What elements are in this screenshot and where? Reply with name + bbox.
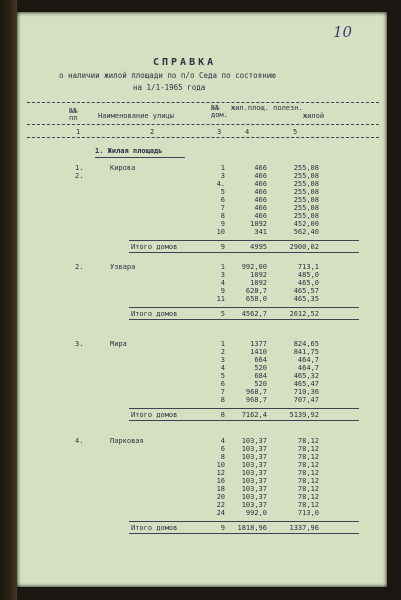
house-number: 2 — [220, 348, 225, 356]
living-area-value: 255,08 — [293, 164, 319, 172]
total-rule — [129, 408, 359, 409]
living-area-value: 562,40 — [293, 228, 319, 236]
street-name: Мира — [110, 340, 127, 348]
total-label: Итого домов — [131, 524, 178, 532]
header-living-area: жилой — [303, 112, 325, 120]
header-num-3: 3 — [217, 128, 222, 136]
useful-area-value: 992,00 — [241, 263, 267, 271]
living-area-value: 78,12 — [297, 445, 319, 453]
living-area-value: 465,57 — [293, 287, 319, 295]
house-number: 10 — [216, 461, 225, 469]
total-label: Итого домов — [131, 411, 178, 419]
house-number: 22 — [216, 501, 225, 509]
total-living-area: 5139,92 — [289, 411, 319, 419]
useful-area-value: 103,37 — [241, 477, 267, 485]
total-living-area: 2612,52 — [289, 310, 319, 318]
street-index: 2. — [75, 263, 84, 271]
useful-area-value: 1377 — [250, 340, 267, 348]
total-house-count: 5 — [220, 310, 225, 318]
useful-area-value: 466 — [254, 188, 267, 196]
header-useful-area: жил.площ. полезн. — [231, 104, 303, 112]
house-number: 4. — [216, 180, 225, 188]
house-number: 1 — [220, 164, 225, 172]
total-rule — [129, 533, 359, 534]
useful-area-value: 664 — [254, 356, 267, 364]
useful-area-value: 103,37 — [241, 485, 267, 493]
total-rule — [129, 240, 359, 241]
header-mid-rule — [27, 124, 379, 125]
living-area-value: 465,32 — [293, 372, 319, 380]
useful-area-value: 1410 — [250, 348, 267, 356]
house-number: 4 — [220, 437, 225, 445]
house-number: 1 — [220, 263, 225, 271]
useful-area-value: 103,37 — [241, 453, 267, 461]
total-house-count: 9 — [220, 524, 225, 532]
useful-area-value: 103,37 — [241, 461, 267, 469]
useful-area-value: 968,7 — [245, 396, 267, 404]
header-top-rule — [27, 102, 379, 103]
header-num-4: 4 — [245, 128, 250, 136]
house-number: 20 — [216, 493, 225, 501]
house-number: 6 — [220, 196, 225, 204]
street-name: Парковая — [110, 437, 144, 445]
house-number: 11 — [216, 295, 225, 303]
useful-area-value: 1092 — [250, 271, 267, 279]
house-number: 18 — [216, 485, 225, 493]
living-area-value: 78,12 — [297, 437, 319, 445]
living-area-value: 255,08 — [293, 212, 319, 220]
street-name: Узвара — [110, 263, 136, 271]
house-number: 1 — [220, 340, 225, 348]
living-area-value: 713,1 — [297, 263, 319, 271]
total-useful-area: 7162,4 — [241, 411, 267, 419]
house-number: 3 — [220, 271, 225, 279]
section-title-underline — [95, 157, 185, 158]
header-street-name: Наименование улицы — [98, 112, 174, 120]
house-number: 6 — [220, 380, 225, 388]
header-num-1: 1 — [76, 128, 81, 136]
living-area-value: 78,12 — [297, 477, 319, 485]
living-area-value: 713,0 — [297, 509, 319, 517]
street-index: 4. — [75, 437, 84, 445]
section-title: 1. Жилая площадь — [95, 147, 163, 155]
document-title: СПРАВКА — [153, 57, 217, 68]
living-area-value: 452,00 — [293, 220, 319, 228]
living-area-value: 78,12 — [297, 453, 319, 461]
street-index: 1. — [75, 164, 84, 172]
header-house-number: №№ дом. — [211, 104, 228, 119]
total-rule — [129, 307, 359, 308]
total-useful-area: 1818,96 — [237, 524, 267, 532]
header-row-number: №№ пп — [69, 107, 78, 122]
useful-area-value: 520 — [254, 380, 267, 388]
living-area-value: 255,08 — [293, 188, 319, 196]
house-number: 5 — [220, 188, 225, 196]
living-area-value: 255,08 — [293, 204, 319, 212]
book-binding — [0, 0, 17, 600]
house-number: 16 — [216, 477, 225, 485]
useful-area-value: 628,7 — [245, 287, 267, 295]
total-rule — [129, 252, 359, 253]
header-num-5: 5 — [293, 128, 298, 136]
total-useful-area: 4995 — [250, 243, 267, 251]
living-area-value: 78,12 — [297, 493, 319, 501]
living-area-value: 465,35 — [293, 295, 319, 303]
header-bottom-rule — [27, 137, 379, 138]
header-num-2: 2 — [150, 128, 155, 136]
useful-area-value: 968,7 — [245, 388, 267, 396]
living-area-value: 465,47 — [293, 380, 319, 388]
useful-area-value: 1092 — [250, 279, 267, 287]
useful-area-value: 466 — [254, 204, 267, 212]
total-rule — [129, 319, 359, 320]
useful-area-value: 992,0 — [245, 509, 267, 517]
useful-area-value: 103,37 — [241, 437, 267, 445]
house-number: 7 — [220, 204, 225, 212]
useful-area-value: 466 — [254, 196, 267, 204]
house-number: 3 — [220, 172, 225, 180]
house-number: 24 — [216, 509, 225, 517]
total-label: Итого домов — [131, 310, 178, 318]
living-area-value: 485,0 — [297, 271, 319, 279]
useful-area-value: 341 — [254, 228, 267, 236]
useful-area-value: 103,37 — [241, 493, 267, 501]
useful-area-value: 466 — [254, 180, 267, 188]
house-number: 5 — [220, 372, 225, 380]
total-rule — [129, 521, 359, 522]
house-number: 8 — [220, 453, 225, 461]
living-area-value: 78,12 — [297, 469, 319, 477]
total-living-area: 1337,96 — [289, 524, 319, 532]
document-page — [17, 12, 387, 587]
street-index: 2. — [75, 172, 84, 180]
street-index: 3. — [75, 340, 84, 348]
useful-area-value: 466 — [254, 164, 267, 172]
total-rule — [129, 420, 359, 421]
useful-area-value: 466 — [254, 172, 267, 180]
document-subtitle-line-1: о наличии жилой площади по п/о Седа по состоянию — [59, 71, 276, 80]
house-number: 10 — [216, 228, 225, 236]
useful-area-value: 103,37 — [241, 469, 267, 477]
total-useful-area: 4562,7 — [241, 310, 267, 318]
total-living-area: 2900,02 — [289, 243, 319, 251]
living-area-value: 824,65 — [293, 340, 319, 348]
useful-area-value: 1092 — [250, 220, 267, 228]
page-number: 10 — [333, 23, 353, 41]
living-area-value: 78,12 — [297, 485, 319, 493]
total-house-count: 8 — [220, 411, 225, 419]
house-number: 12 — [216, 469, 225, 477]
street-name: Кирова — [110, 164, 136, 172]
house-number: 9 — [220, 220, 225, 228]
house-number: 8 — [220, 396, 225, 404]
living-area-value: 78,12 — [297, 461, 319, 469]
total-house-count: 9 — [220, 243, 225, 251]
useful-area-value: 466 — [254, 212, 267, 220]
useful-area-value: 103,37 — [241, 445, 267, 453]
living-area-value: 255,08 — [293, 180, 319, 188]
house-number: 7 — [220, 388, 225, 396]
living-area-value: 707,47 — [293, 396, 319, 404]
living-area-value: 255,08 — [293, 196, 319, 204]
house-number: 4 — [220, 364, 225, 372]
house-number: 6 — [220, 445, 225, 453]
useful-area-value: 658,0 — [245, 295, 267, 303]
useful-area-value: 520 — [254, 364, 267, 372]
living-area-value: 710,36 — [293, 388, 319, 396]
living-area-value: 78,12 — [297, 501, 319, 509]
house-number: 8 — [220, 212, 225, 220]
living-area-value: 465,0 — [297, 279, 319, 287]
living-area-value: 464,7 — [297, 356, 319, 364]
useful-area-value: 103,37 — [241, 501, 267, 509]
total-label: Итого домов — [131, 243, 178, 251]
document-subtitle-line-2: на 1/1-1965 года — [133, 83, 206, 92]
living-area-value: 255,08 — [293, 172, 319, 180]
living-area-value: 841,75 — [293, 348, 319, 356]
useful-area-value: 684 — [254, 372, 267, 380]
house-number: 4 — [220, 279, 225, 287]
house-number: 3 — [220, 356, 225, 364]
house-number: 9 — [220, 287, 225, 295]
living-area-value: 464,7 — [297, 364, 319, 372]
